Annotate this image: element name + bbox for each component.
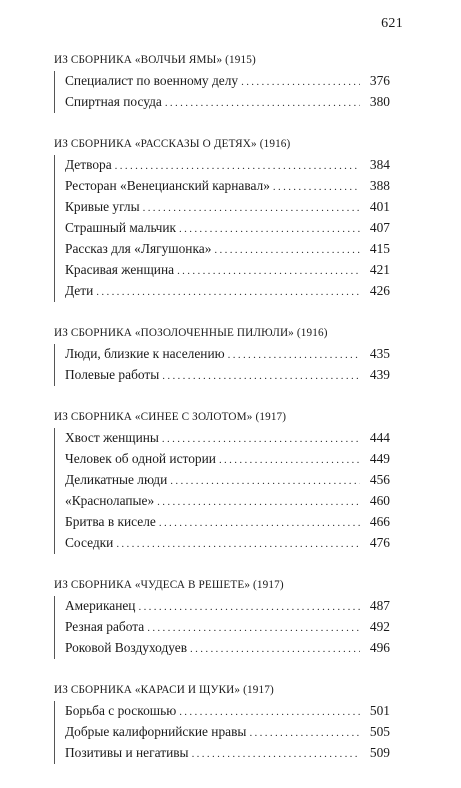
- entry-page: 487: [369, 598, 390, 613]
- entry-page: 407: [369, 220, 390, 235]
- section-header: [54, 578, 390, 592]
- entry-title: Добрые калифорнийские нравы: [65, 724, 247, 739]
- toc-entry[interactable]: [65, 428, 390, 449]
- section-header: [54, 326, 390, 340]
- dot-leader: [219, 451, 360, 470]
- collection-name: КАРАСИ И ЩУКИ: [140, 684, 235, 696]
- entry-title: Спиртная посуда: [65, 94, 162, 109]
- collection-year: (1917): [253, 579, 284, 591]
- toc-entry[interactable]: [65, 197, 390, 218]
- entry-list: [54, 344, 390, 386]
- collection-name: ЧУДЕСА В РЕШЕТЕ: [140, 579, 245, 591]
- entry-page: 388: [369, 178, 390, 193]
- entry-page: 401: [369, 199, 390, 214]
- dot-leader: [192, 745, 360, 764]
- entry-title: Полевые работы: [65, 367, 160, 382]
- entry-title: Дети: [65, 283, 94, 298]
- toc-entry[interactable]: [65, 449, 390, 470]
- entry-page: 380: [369, 94, 390, 109]
- section-prefix: ИЗ СБОРНИКА «: [54, 411, 141, 423]
- dot-leader: [179, 703, 360, 722]
- dot-leader: [138, 598, 360, 617]
- dot-leader: [228, 346, 360, 365]
- entry-title: Соседки: [65, 535, 114, 550]
- toc-entry[interactable]: [65, 596, 390, 617]
- entry-title: Бритва в киселе: [65, 514, 156, 529]
- entry-title: Деликатные люди: [65, 472, 168, 487]
- entry-title: Резная работа: [65, 619, 145, 634]
- entry-title: Страшный мальчик: [65, 220, 177, 235]
- section-suffix: »: [288, 327, 294, 339]
- entry-list: [54, 428, 390, 554]
- dot-leader: [177, 262, 360, 281]
- entry-page: 415: [369, 241, 390, 256]
- entry-title: Люди, близкие к населению: [65, 346, 225, 361]
- entry-page: 466: [369, 514, 390, 529]
- dot-leader: [159, 514, 360, 533]
- dot-leader: [147, 619, 360, 638]
- entry-page: 501: [369, 703, 390, 718]
- section-suffix: »: [251, 138, 257, 150]
- collection-name: ПОЗОЛОЧЕННЫЕ ПИЛЮЛИ: [140, 327, 289, 339]
- entry-page: 492: [369, 619, 390, 634]
- collection-name: СИНЕЕ С ЗОЛОТОМ: [140, 411, 247, 423]
- section-header: [54, 683, 390, 697]
- entry-page: 444: [369, 430, 390, 445]
- collection-year: (1917): [243, 684, 274, 696]
- entry-title: Борьба с роскошью: [65, 703, 177, 718]
- dot-leader: [273, 178, 360, 197]
- page-number: 621: [381, 16, 403, 31]
- dot-leader: [96, 283, 360, 302]
- toc-section: [54, 683, 390, 764]
- dot-leader: [115, 157, 360, 176]
- entry-title: Красивая женщина: [65, 262, 175, 277]
- section-suffix: »: [244, 579, 251, 591]
- section-prefix: ИЗ СБОРНИКА «: [54, 138, 141, 150]
- entry-page: 496: [369, 640, 390, 655]
- entry-page: 384: [369, 157, 390, 172]
- section-suffix: »: [234, 684, 241, 696]
- collection-year: (1916): [296, 327, 328, 339]
- dot-leader: [165, 94, 360, 113]
- entry-title: Хвост женщины: [65, 430, 159, 445]
- section-header: [54, 53, 390, 67]
- toc-section: [54, 53, 390, 113]
- toc-entry[interactable]: [65, 365, 390, 386]
- toc-entry[interactable]: [65, 512, 390, 533]
- entry-page: 505: [369, 724, 390, 739]
- collection-name: ВОЛЧЬИ ЯМЫ: [140, 54, 217, 66]
- entry-page: 376: [369, 73, 390, 88]
- entry-title: Рассказ для «Лягушонка»: [65, 241, 212, 256]
- toc-entry[interactable]: [65, 470, 390, 491]
- entry-page: 509: [369, 745, 390, 760]
- entry-list: [54, 71, 390, 113]
- collection-year: (1915): [225, 54, 256, 66]
- collection-year: (1917): [255, 411, 287, 423]
- toc-section: [54, 137, 390, 302]
- section-suffix: »: [246, 411, 253, 423]
- dot-leader: [179, 220, 360, 239]
- toc-entry[interactable]: [65, 155, 390, 176]
- entry-title: Человек об одной истории: [65, 451, 216, 466]
- dot-leader: [190, 640, 360, 659]
- toc-entry[interactable]: [65, 71, 390, 92]
- entry-title: Американец: [65, 598, 136, 613]
- dot-leader: [162, 430, 360, 449]
- entry-title: Специалист по военному делу: [65, 73, 239, 88]
- entry-title: Детвора: [65, 157, 112, 172]
- toc-entry[interactable]: [65, 638, 390, 659]
- entry-page: 439: [369, 367, 390, 382]
- section-prefix: ИЗ СБОРНИКА «: [54, 579, 141, 591]
- dot-leader: [241, 73, 360, 92]
- section-prefix: ИЗ СБОРНИКА «: [54, 684, 141, 696]
- toc-entry[interactable]: [65, 176, 390, 197]
- dot-leader: [157, 493, 360, 512]
- entry-page: 426: [369, 283, 390, 298]
- toc-entry[interactable]: [65, 344, 390, 365]
- dot-leader: [214, 241, 360, 260]
- entry-page: 476: [369, 535, 390, 550]
- entry-title: Позитивы и негативы: [65, 745, 189, 760]
- toc-entry[interactable]: [65, 491, 390, 512]
- entry-page: 449: [369, 451, 390, 466]
- toc-entry[interactable]: [65, 743, 390, 764]
- entry-page: 460: [369, 493, 390, 508]
- entry-list: [54, 701, 390, 764]
- section-header: [54, 137, 390, 151]
- entry-title: Ресторан «Венецианский карнавал»: [65, 178, 270, 193]
- dot-leader: [249, 724, 360, 743]
- entry-list: [54, 155, 390, 302]
- dot-leader: [116, 535, 360, 554]
- toc-entry[interactable]: [65, 239, 390, 260]
- entry-page: 435: [369, 346, 390, 361]
- toc-entry[interactable]: [65, 218, 390, 239]
- entry-title: «Краснолапые»: [65, 493, 155, 508]
- entry-page: 456: [369, 472, 390, 487]
- toc-entry[interactable]: [65, 617, 390, 638]
- toc-entry[interactable]: [65, 281, 390, 302]
- section-prefix: ИЗ СБОРНИКА «: [54, 54, 141, 66]
- dot-leader: [143, 199, 360, 218]
- section-suffix: »: [216, 54, 223, 66]
- entry-title: Кривые углы: [65, 199, 140, 214]
- entry-title: Роковой Воздуходуев: [65, 640, 188, 655]
- dot-leader: [170, 472, 360, 491]
- section-header: [54, 410, 390, 424]
- toc-entry[interactable]: [65, 92, 390, 113]
- toc-section: [54, 326, 390, 386]
- table-of-contents: [54, 53, 390, 788]
- toc-entry[interactable]: [65, 260, 390, 281]
- entry-page: 421: [369, 262, 390, 277]
- collection-name: РАССКАЗЫ О ДЕТЯХ: [140, 138, 251, 150]
- toc-entry[interactable]: [65, 722, 390, 743]
- dot-leader: [162, 367, 360, 386]
- toc-entry[interactable]: [65, 533, 390, 554]
- toc-section: [54, 410, 390, 554]
- section-prefix: ИЗ СБОРНИКА «: [54, 327, 141, 339]
- collection-year: (1916): [259, 138, 291, 150]
- entry-list: [54, 596, 390, 659]
- toc-entry[interactable]: [65, 701, 390, 722]
- toc-section: [54, 578, 390, 659]
